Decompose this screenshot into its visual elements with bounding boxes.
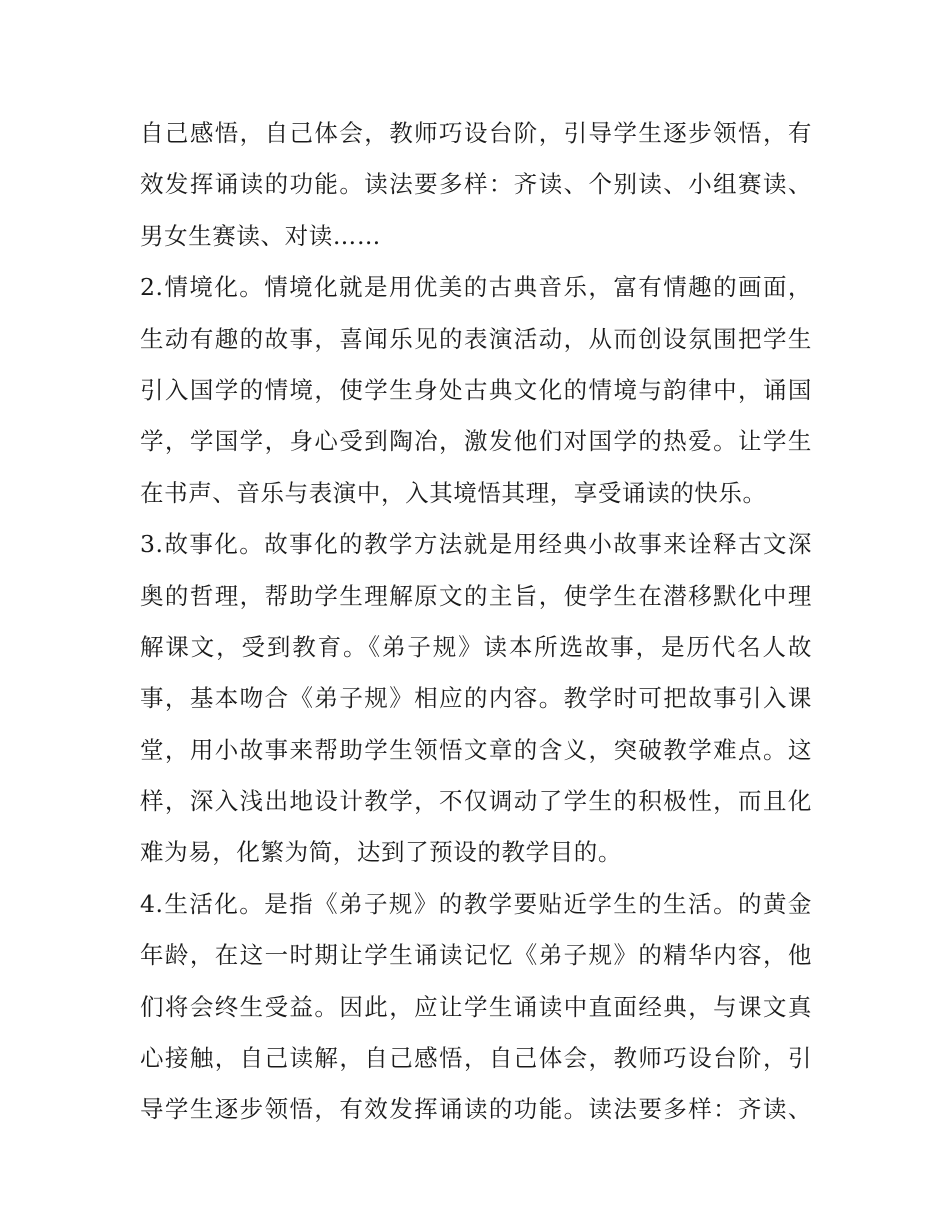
text-line: 年龄，在这一时期让学生诵读记忆《弟子规》的精华内容，他	[140, 941, 812, 970]
text-line: 难为易，化繁为简，达到了预设的教学目的。	[140, 838, 622, 867]
text-line: 奥的哲理，帮助学生理解原文的主旨，使学生在潜移默化中理	[140, 581, 812, 610]
text-line: 3.故事化。故事化的教学方法就是用经典小故事来诠释古文深	[140, 530, 812, 559]
text-line: 堂，用小故事来帮助学生领悟文章的含义，突破教学难点。这	[140, 735, 812, 764]
text-line: 引入国学的情境，使学生身处古典文化的情境与韵律中，诵国	[140, 375, 812, 404]
text-line: 4.生活化。是指《弟子规》的教学要贴近学生的生活。的黄金	[140, 889, 812, 918]
text-line: 生动有趣的故事，喜闻乐见的表演活动，从而创设氛围把学生	[140, 324, 812, 353]
text-line: 2.情境化。情境化就是用优美的古典音乐，富有情趣的画面，	[140, 273, 812, 302]
text-line: 解课文，受到教育。《弟子规》读本所选故事，是历代名人故	[140, 632, 812, 661]
text-line: 事，基本吻合《弟子规》相应的内容。教学时可把故事引入课	[140, 684, 812, 713]
text-line: 学，学国学，身心受到陶冶，激发他们对国学的热爱。让学生	[140, 427, 812, 456]
text-line: 样，深入浅出地设计教学，不仅调动了学生的积极性，而且化	[140, 787, 812, 816]
text-line: 在书声、音乐与表演中，入其境悟其理，享受诵读的快乐。	[140, 478, 767, 507]
text-line: 导学生逐步领悟，有效发挥诵读的功能。读法要多样：齐读、	[140, 1095, 812, 1124]
text-line: 男女生赛读、对读……	[140, 221, 381, 250]
text-line: 心接触，自己读解，自己感悟，自己体会，教师巧设台阶，引	[140, 1044, 812, 1073]
body-text	[140, 108, 812, 1136]
text-line: 自己感悟，自己体会，教师巧设台阶，引导学生逐步领悟，有	[140, 119, 812, 147]
text-line: 效发挥诵读的功能。读法要多样：齐读、个别读、小组赛读、	[140, 170, 812, 199]
text-line: 们将会终生受益。因此，应让学生诵读中直面经典，与课文真	[140, 992, 812, 1021]
